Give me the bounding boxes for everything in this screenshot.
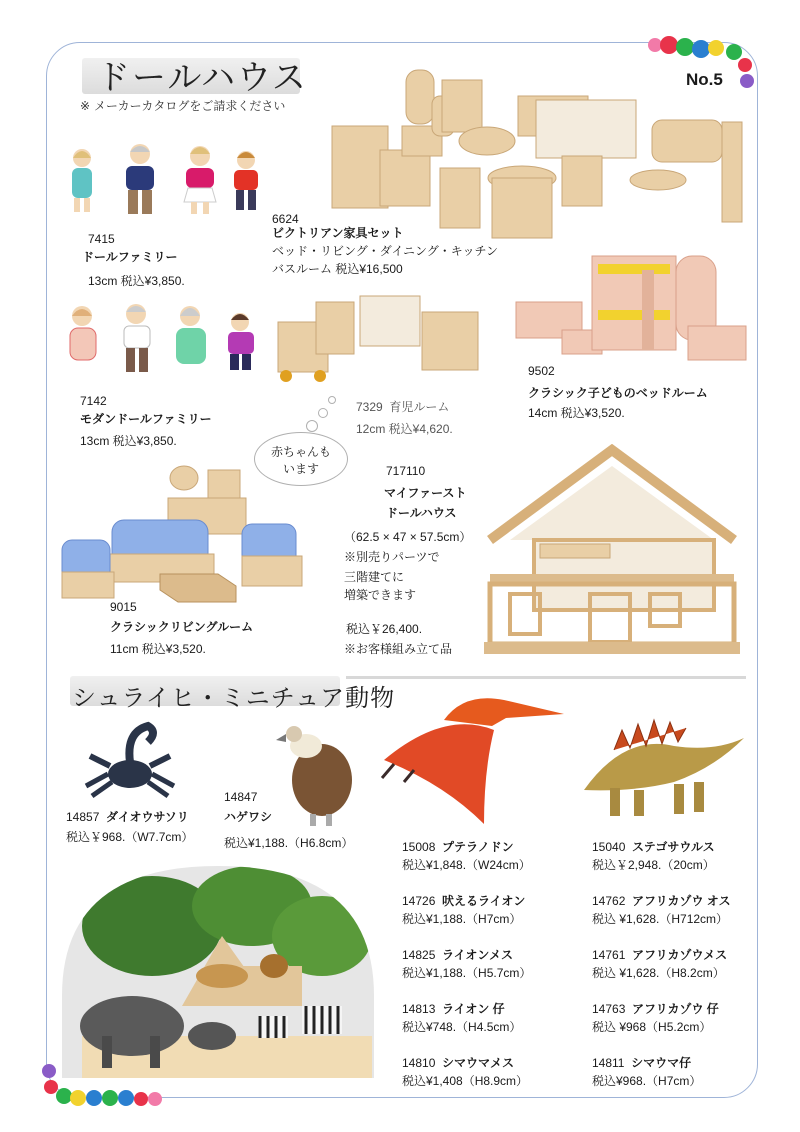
bubble-line: 赤ちゃんも <box>270 445 331 459</box>
animal-name: アフリカゾウメス <box>632 948 728 962</box>
product-code: 9502 <box>528 364 555 378</box>
animal-code: 14813 <box>402 1002 436 1016</box>
pteranodon-image <box>374 690 570 830</box>
animal-name: アフリカゾウ 仔 <box>632 1002 719 1016</box>
animal-name: アフリカゾウ オス <box>632 894 731 908</box>
living-room-image <box>60 462 316 608</box>
animal-price: 税込 ¥1,628.（H8.2cm） <box>592 966 725 980</box>
thought-dot <box>328 396 336 404</box>
section-divider <box>346 676 746 679</box>
animal-price: 税込 ¥1,628.（H712cm） <box>592 912 729 926</box>
product-note: ※お客様組み立て品 <box>344 642 453 656</box>
animal-code: 14847 <box>224 790 258 804</box>
animal-code: 14763 <box>592 1002 626 1016</box>
doll-family-image <box>60 140 270 220</box>
product-name: ビクトリアン家具セット <box>272 226 404 240</box>
animal-code: 14726 <box>402 894 436 908</box>
product-detail: 14cm 税込¥3,520. <box>528 406 625 420</box>
product-code: 7142 <box>80 394 107 408</box>
animal-name: ハゲワシ <box>224 810 273 824</box>
animal-name: プテラノドン <box>442 840 514 854</box>
animal-name: ライオン 仔 <box>442 1002 505 1016</box>
catalog-note: ※ メーカーカタログをご請求ください <box>80 99 286 113</box>
bunk-bedroom-image <box>512 250 752 362</box>
product-code: 6624 <box>272 212 299 226</box>
thought-dot <box>318 408 328 418</box>
product-name: モダンドールファミリー <box>80 412 212 426</box>
product-name: ドールハウス <box>386 506 457 520</box>
animal-code: 14811 <box>592 1056 625 1070</box>
product-detail: バスルーム 税込¥16,500 <box>272 262 403 276</box>
first-dollhouse-image <box>480 444 744 662</box>
victorian-furniture-image <box>322 56 752 246</box>
animal-code-name <box>402 1000 505 1018</box>
animal-code-name <box>66 808 189 826</box>
modern-doll-family-image <box>60 300 270 382</box>
stegosaurus-image <box>574 704 748 824</box>
animal-name: ステゴサウルス <box>632 840 715 854</box>
bubble-line: います <box>282 461 319 476</box>
animal-name: シマウマメス <box>442 1056 515 1070</box>
animal-code: 14857 <box>66 810 100 824</box>
product-code: 717110 <box>386 464 426 478</box>
animal-code-name <box>402 892 525 910</box>
animal-code-name <box>592 1054 691 1072</box>
product-code-name <box>356 398 449 416</box>
product-name: クラシック子どものベッドルーム <box>528 386 708 400</box>
product-detail: 13cm 税込¥3,850. <box>88 274 185 288</box>
product-name: クラシックリビングルーム <box>110 620 254 634</box>
product-note: ※別売りパーツで <box>344 550 440 564</box>
animal-name: シマウマ仔 <box>631 1056 692 1070</box>
animal-code-name <box>402 1054 514 1072</box>
animal-code-name <box>592 946 727 964</box>
animal-code: 15008 <box>402 840 436 854</box>
product-code: 7415 <box>88 232 115 246</box>
animal-price: 税込¥1,188.（H5.7cm） <box>402 966 532 980</box>
product-code: 9015 <box>110 600 137 614</box>
vulture-image <box>272 716 362 828</box>
animal-code-name <box>592 838 715 856</box>
animal-name: 吠えるライオン <box>442 894 526 908</box>
product-name: ドールファミリー <box>82 250 178 264</box>
animal-code-name <box>592 892 731 910</box>
animal-price: 税込￥968.（W7.7cm） <box>66 830 194 844</box>
animal-code: 14810 <box>402 1056 436 1070</box>
animal-code: 14761 <box>592 948 626 962</box>
scorpion-image <box>76 718 186 800</box>
section-title: シュライヒ・ミニチュア動物 <box>72 684 396 712</box>
animal-price: 税込 ¥968（H5.2cm） <box>592 1020 712 1034</box>
product-desc: ベッド・リビング・ダイニング・キッチン <box>272 244 498 258</box>
product-note: 増築できます <box>344 588 417 602</box>
animal-price: 税込¥1,188.（H6.8cm） <box>224 836 354 850</box>
product-name: 育児ルーム <box>389 400 450 414</box>
animal-price: 税込¥748.（H4.5cm） <box>402 1020 522 1034</box>
animal-code: 15040 <box>592 840 626 854</box>
product-detail: 11cm 税込¥3,520. <box>110 642 206 656</box>
animal-name: ライオンメス <box>442 948 513 962</box>
animal-price: 税込￥2,948.（20cm） <box>592 858 715 872</box>
animal-price: 税込¥968.（H7cm） <box>592 1074 702 1088</box>
thought-dot <box>306 420 318 432</box>
product-name: マイファースト <box>384 486 467 500</box>
product-detail: 13cm 税込¥3,850. <box>80 434 177 448</box>
animal-code-name <box>402 838 514 856</box>
animal-code-name <box>402 946 513 964</box>
product-size: （62.5 × 47 × 57.5cm） <box>344 530 472 544</box>
animal-price: 税込¥1,408（H8.9cm） <box>402 1074 529 1088</box>
animal-price: 税込¥1,188.（H7cm） <box>402 912 522 926</box>
product-detail: 12cm 税込¥4,620. <box>356 422 453 436</box>
nursery-room-image <box>272 282 482 386</box>
animal-price: 税込¥1,848.（W24cm） <box>402 858 531 872</box>
page-title: ドールハウス <box>96 58 308 98</box>
product-code: 7329 <box>356 400 383 414</box>
animal-diorama-photo <box>62 866 374 1078</box>
animal-code: 14825 <box>402 948 436 962</box>
page-number: No.5 <box>686 70 723 89</box>
product-price: 税込￥26,400. <box>346 622 423 636</box>
animal-name: ダイオウサソリ <box>106 810 189 824</box>
product-note: 三階建てに <box>344 570 405 584</box>
animal-code: 14762 <box>592 894 626 908</box>
animal-code-name <box>592 1000 719 1018</box>
